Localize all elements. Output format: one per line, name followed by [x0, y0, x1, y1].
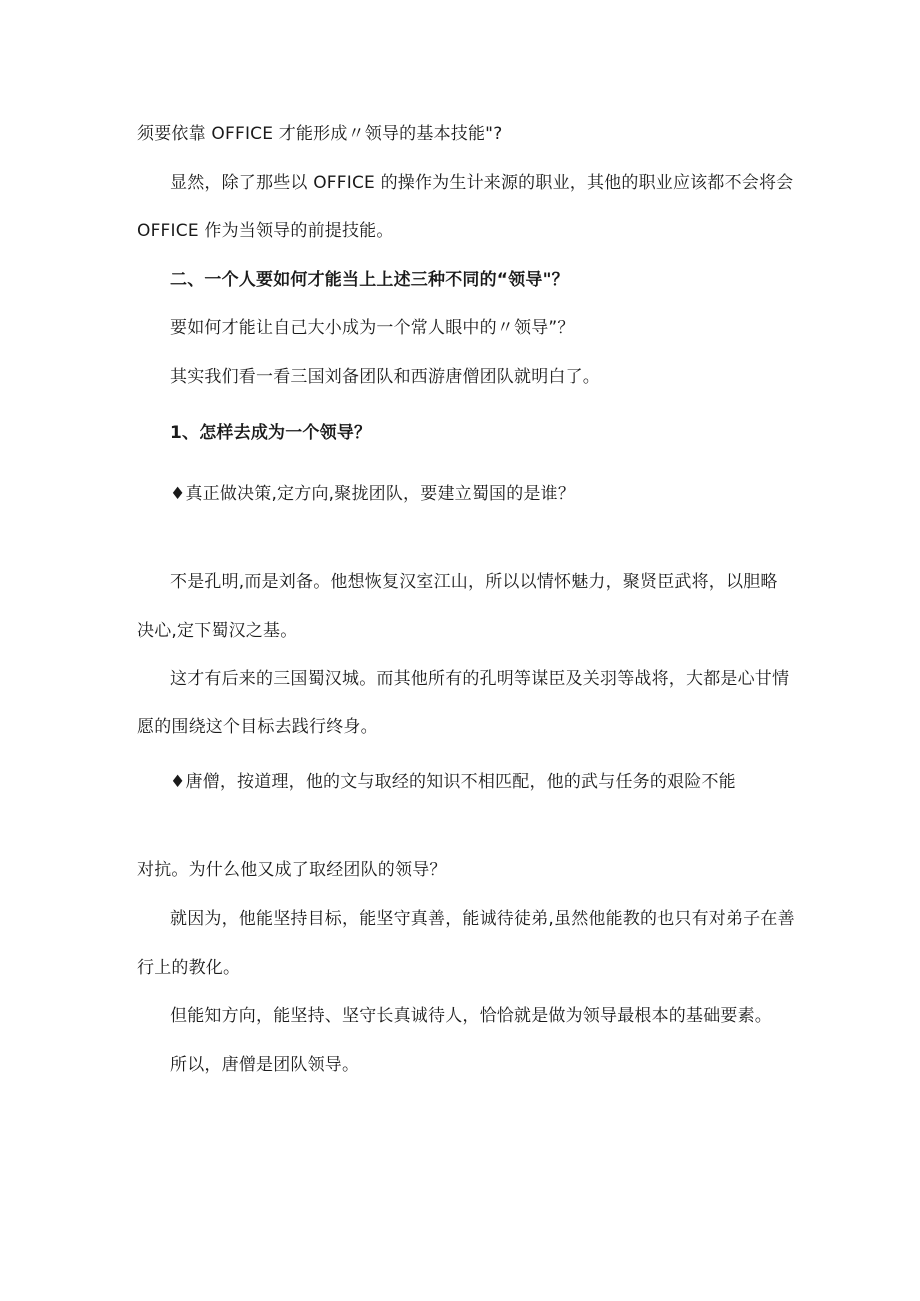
subsection-heading: 1、怎样去成为一个领导？	[170, 423, 372, 443]
text-line-11: 这才有后来的三国蜀汉城。而其他所有的孔明等谋臣及关羽等战将，大都是心甘情	[170, 669, 790, 689]
text-line-2: 显然，除了那些以 OFFICE 的操作为生计来源的职业，其他的职业应该都不会将会	[170, 173, 794, 193]
text-line-16: 行上的教化。	[137, 958, 241, 978]
text-line-18: 所以，唐僧是团队领导。	[170, 1055, 360, 1075]
text-line-6: 其实我们看一看三国刘备团队和西游唐僧团队就明白了。	[170, 367, 600, 387]
text-line-9: 不是孔明,而是刘备。他想恢复汉室江山，所以以情怀魅力，聚贤臣武将，以胆略	[170, 572, 778, 592]
section-heading: 二、一个人要如何才能当上上述三种不同的“领导"？	[170, 270, 569, 290]
bullet-line-1: ♦真正做决策,定方向,聚拢团队，要建立蜀国的是谁？	[170, 484, 576, 504]
text-line-5: 要如何才能让自己大小成为一个常人眼中的〃领导”？	[170, 318, 575, 338]
text-line-12: 愿的围绕这个目标去践行终身。	[137, 717, 378, 737]
text-line-10: 决心,定下蜀汉之基。	[137, 621, 298, 641]
text-line-3: OFFICE 作为当领导的前提技能。	[137, 221, 394, 241]
text-line-14: 对抗。为什么他又成了取经团队的领导？	[137, 860, 447, 880]
bullet-line-2: ♦唐僧，按道理，他的文与取经的知识不相匹配，他的武与任务的艰险不能	[170, 772, 736, 792]
text-line-15: 就因为，他能坚持目标，能坚守真善，能诚待徒弟,虽然他能教的也只有对弟子在善	[170, 909, 795, 929]
text-line-17: 但能知方向，能坚持、坚守长真诚待人，恰恰就是做为领导最根本的基础要素。	[170, 1006, 772, 1026]
text-line-1: 须要依靠 OFFICE 才能形成〃领导的基本技能"?	[137, 124, 503, 144]
